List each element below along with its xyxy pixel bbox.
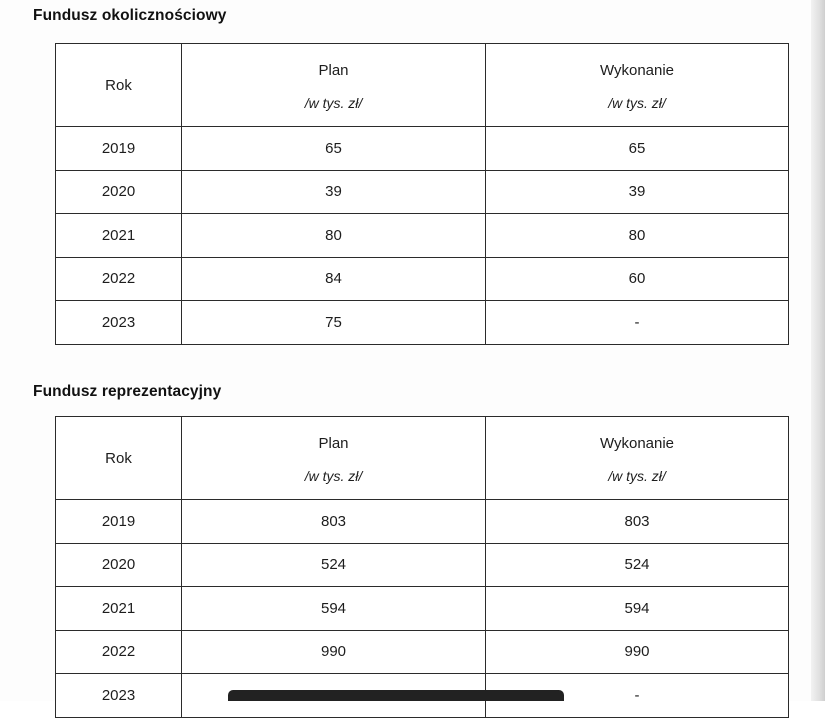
cell-rok: 2022 — [56, 257, 182, 301]
cell-wykonanie: 80 — [486, 214, 789, 258]
header-sublabel-plan-unit: /w tys. zł/ — [304, 467, 363, 484]
table-row — [56, 630, 789, 674]
cell-plan: 84 — [182, 257, 486, 301]
cell-plan: 524 — [182, 543, 486, 587]
cell-rok: 2020 — [56, 170, 182, 214]
cell-rok: 2020 — [56, 543, 182, 587]
header-label-plan: Plan — [318, 434, 349, 452]
table-row — [56, 587, 789, 631]
table-row — [56, 257, 789, 301]
cell-plan: 594 — [182, 587, 486, 631]
cell-wykonanie: 803 — [486, 500, 789, 544]
cell-plan: 80 — [182, 214, 486, 258]
cell-rok: 2019 — [56, 500, 182, 544]
section-title-fundusz-okolicznosciowy: Fundusz okolicznościowy — [33, 7, 227, 24]
cell-wykonanie: 594 — [486, 587, 789, 631]
table-row — [56, 170, 789, 214]
header-label-wykonanie: Wykonanie — [599, 61, 675, 79]
cell-plan: 75 — [182, 301, 486, 345]
cell-rok: 2023 — [56, 301, 182, 345]
cell-plan: 990 — [182, 630, 486, 674]
header-sublabel-wykonanie-unit: /w tys. zł/ — [608, 94, 666, 111]
header-cell-rok — [56, 417, 182, 500]
cell-plan: 65 — [182, 127, 486, 171]
table-header-row — [56, 44, 789, 127]
cell-wykonanie: 60 — [486, 257, 789, 301]
header-label-wykonanie: Wykonanie — [599, 434, 675, 452]
header-label-rok: Rok — [105, 449, 132, 467]
cell-rok: 2021 — [56, 587, 182, 631]
cell-rok: 2022 — [56, 630, 182, 674]
header-cell-wykonanie — [486, 44, 789, 127]
cell-rok: 2019 — [56, 127, 182, 171]
header-label-plan: Plan — [318, 61, 349, 79]
cell-wykonanie: - — [486, 301, 789, 345]
table-row — [56, 127, 789, 171]
header-sublabel-wykonanie-unit: /w tys. zł/ — [608, 467, 666, 484]
cell-wykonanie: 65 — [486, 127, 789, 171]
cell-rok: 2021 — [56, 214, 182, 258]
cell-wykonanie: 524 — [486, 543, 789, 587]
table-row — [56, 543, 789, 587]
table-fundusz-reprezentacyjny — [55, 416, 789, 718]
cell-wykonanie: 39 — [486, 170, 789, 214]
header-label-rok: Rok — [105, 76, 132, 94]
section-title-fundusz-reprezentacyjny: Fundusz reprezentacyjny — [33, 383, 222, 400]
cell-plan: 39 — [182, 170, 486, 214]
cell-plan: 803 — [182, 500, 486, 544]
table-header-row — [56, 417, 789, 500]
cell-rok: 2023 — [56, 674, 182, 718]
header-cell-rok — [56, 44, 182, 127]
page-edge-shadow — [811, 0, 825, 701]
table-row — [56, 301, 789, 345]
header-cell-plan — [182, 44, 486, 127]
header-sublabel-plan-unit: /w tys. zł/ — [304, 94, 363, 111]
bottom-overlay-bar — [228, 690, 564, 701]
cell-wykonanie: 990 — [486, 630, 789, 674]
header-cell-plan — [182, 417, 486, 500]
table-row — [56, 214, 789, 258]
table-row — [56, 500, 789, 544]
cell-wykonanie: - — [486, 674, 789, 718]
header-cell-wykonanie — [486, 417, 789, 500]
table-fundusz-okolicznosciowy — [55, 43, 789, 345]
